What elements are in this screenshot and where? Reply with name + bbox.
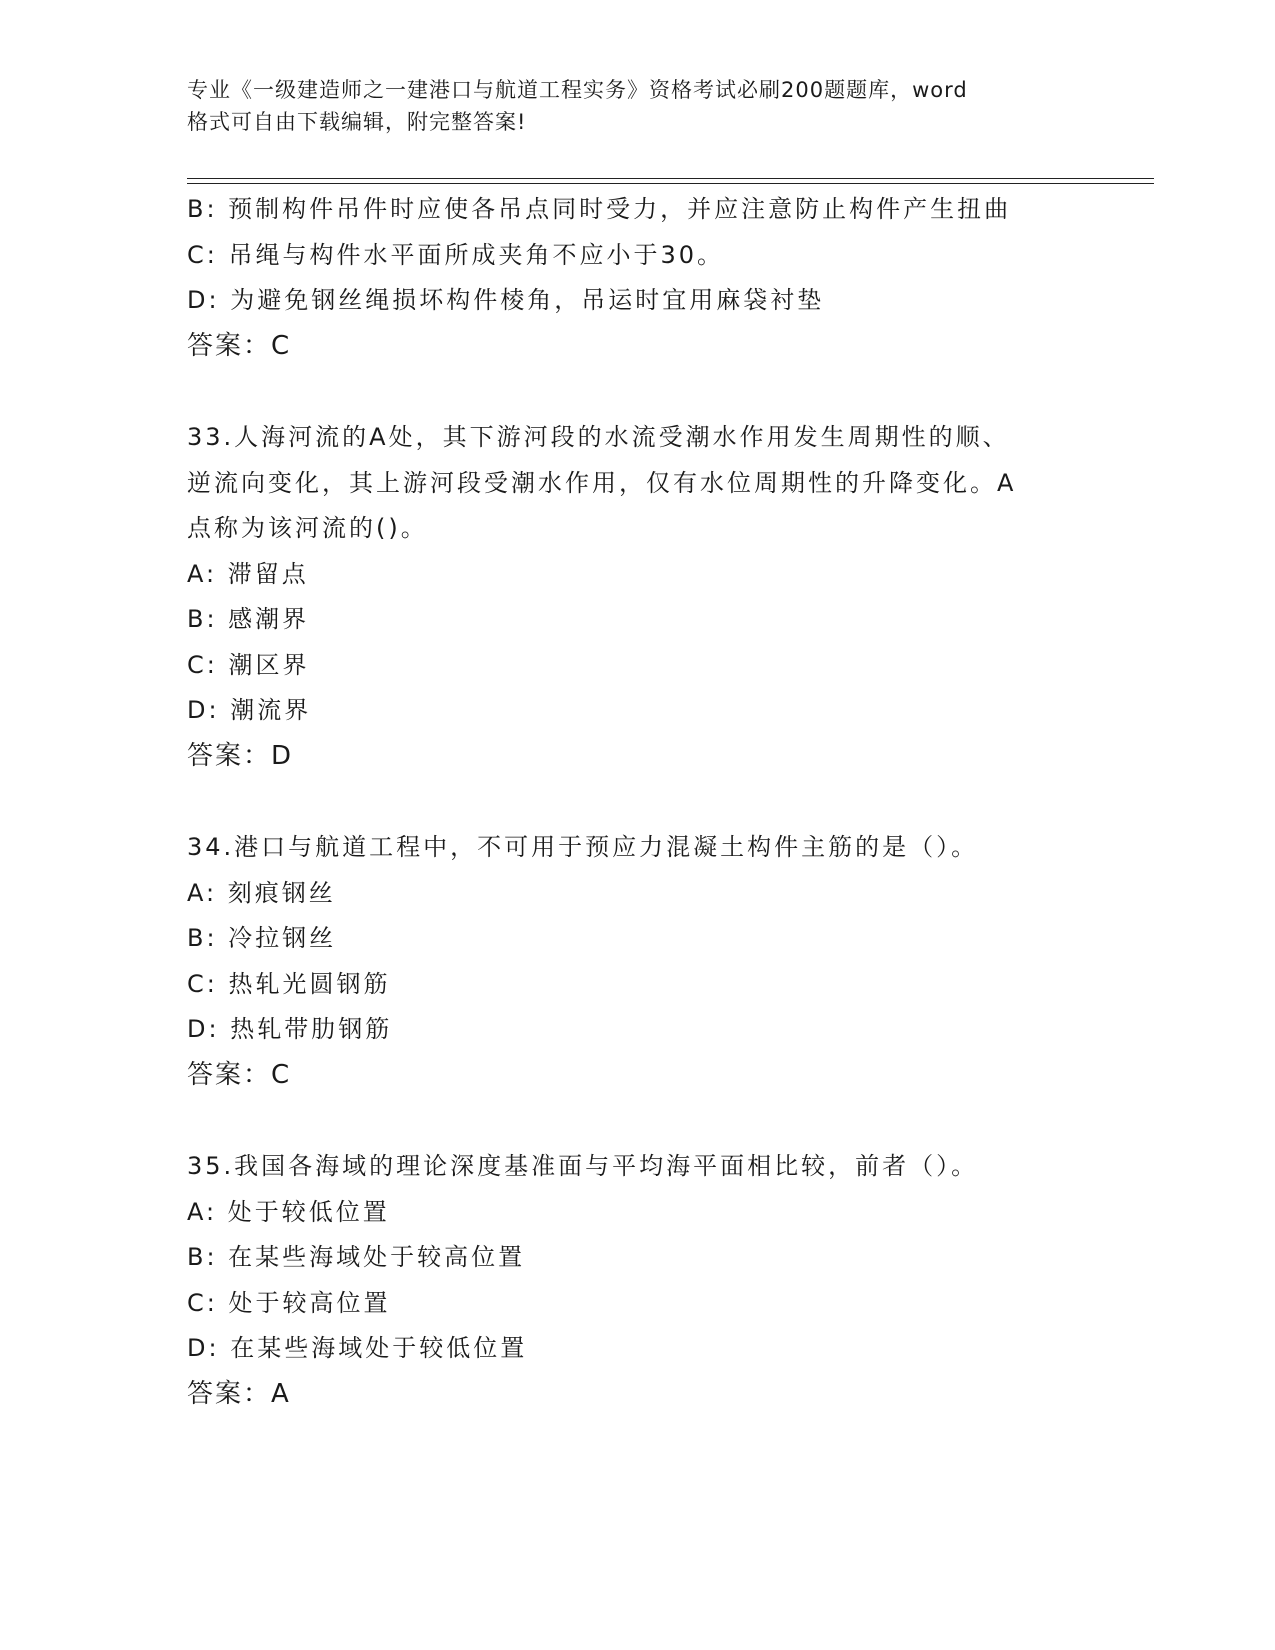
option-c: C: 热轧光圆钢筋 (187, 969, 391, 998)
document-page (187, 0, 1157, 1650)
document-body (187, 187, 1147, 1417)
header-divider-top (187, 178, 1154, 179)
answer: 答案：D (187, 740, 294, 771)
question-text-line: 34.港口与航道工程中，不可用于预应力混凝土构件主筋的是（）。 (187, 833, 979, 861)
option-a: A: 处于较低位置 (187, 1197, 390, 1226)
answer: 答案：C (187, 1059, 292, 1090)
answer: 答案：A (187, 1378, 291, 1409)
option-b: B: 在某些海域处于较高位置 (187, 1243, 526, 1271)
option-d: D: 在某些海域处于较低位置 (187, 1334, 528, 1362)
question-33 (187, 415, 1147, 779)
option-b: B: 感潮界 (187, 605, 310, 633)
option-c: C: 吊绳与构件水平面所成夹角不应小于30。 (187, 240, 725, 269)
option-c: C: 处于较高位置 (187, 1288, 391, 1317)
answer: 答案：C (187, 330, 292, 361)
option-d: D: 为避免钢丝绳损坏构件棱角，吊运时宜用麻袋衬垫 (187, 286, 825, 314)
option-d: D: 潮流界 (187, 696, 312, 724)
question-text-line: 逆流向变化，其上游河段受潮水作用，仅有水位周期性的升降变化。A (187, 468, 1017, 497)
option-c: C: 潮区界 (187, 650, 310, 679)
question-text-line: 35.我国各海域的理论深度基准面与平均海平面相比较，前者（）。 (187, 1152, 979, 1180)
question-text-line: 点称为该河流的()。 (187, 514, 428, 542)
question-text-line: 33.人海河流的A处，其下游河段的水流受潮水作用发生周期性的顺、 (187, 423, 1010, 451)
header-line-2: 格式可自由下载编辑，附完整答案! (187, 110, 527, 134)
option-a: A: 刻痕钢丝 (187, 878, 336, 907)
option-d: D: 热轧带肋钢筋 (187, 1015, 393, 1043)
header-divider-bottom (187, 183, 1154, 184)
question-32-continued (187, 187, 1147, 369)
question-34 (187, 825, 1147, 1098)
document-header (187, 74, 1047, 138)
header-line-1: 专业《一级建造师之一建港口与航道工程实务》资格考试必刷200题题库，word (187, 78, 968, 102)
option-a: A: 滞留点 (187, 559, 309, 588)
option-b: B: 预制构件吊件时应使各吊点同时受力，并应注意防止构件产生扭曲 (187, 195, 1012, 223)
question-35 (187, 1144, 1147, 1417)
option-b: B: 冷拉钢丝 (187, 924, 337, 952)
